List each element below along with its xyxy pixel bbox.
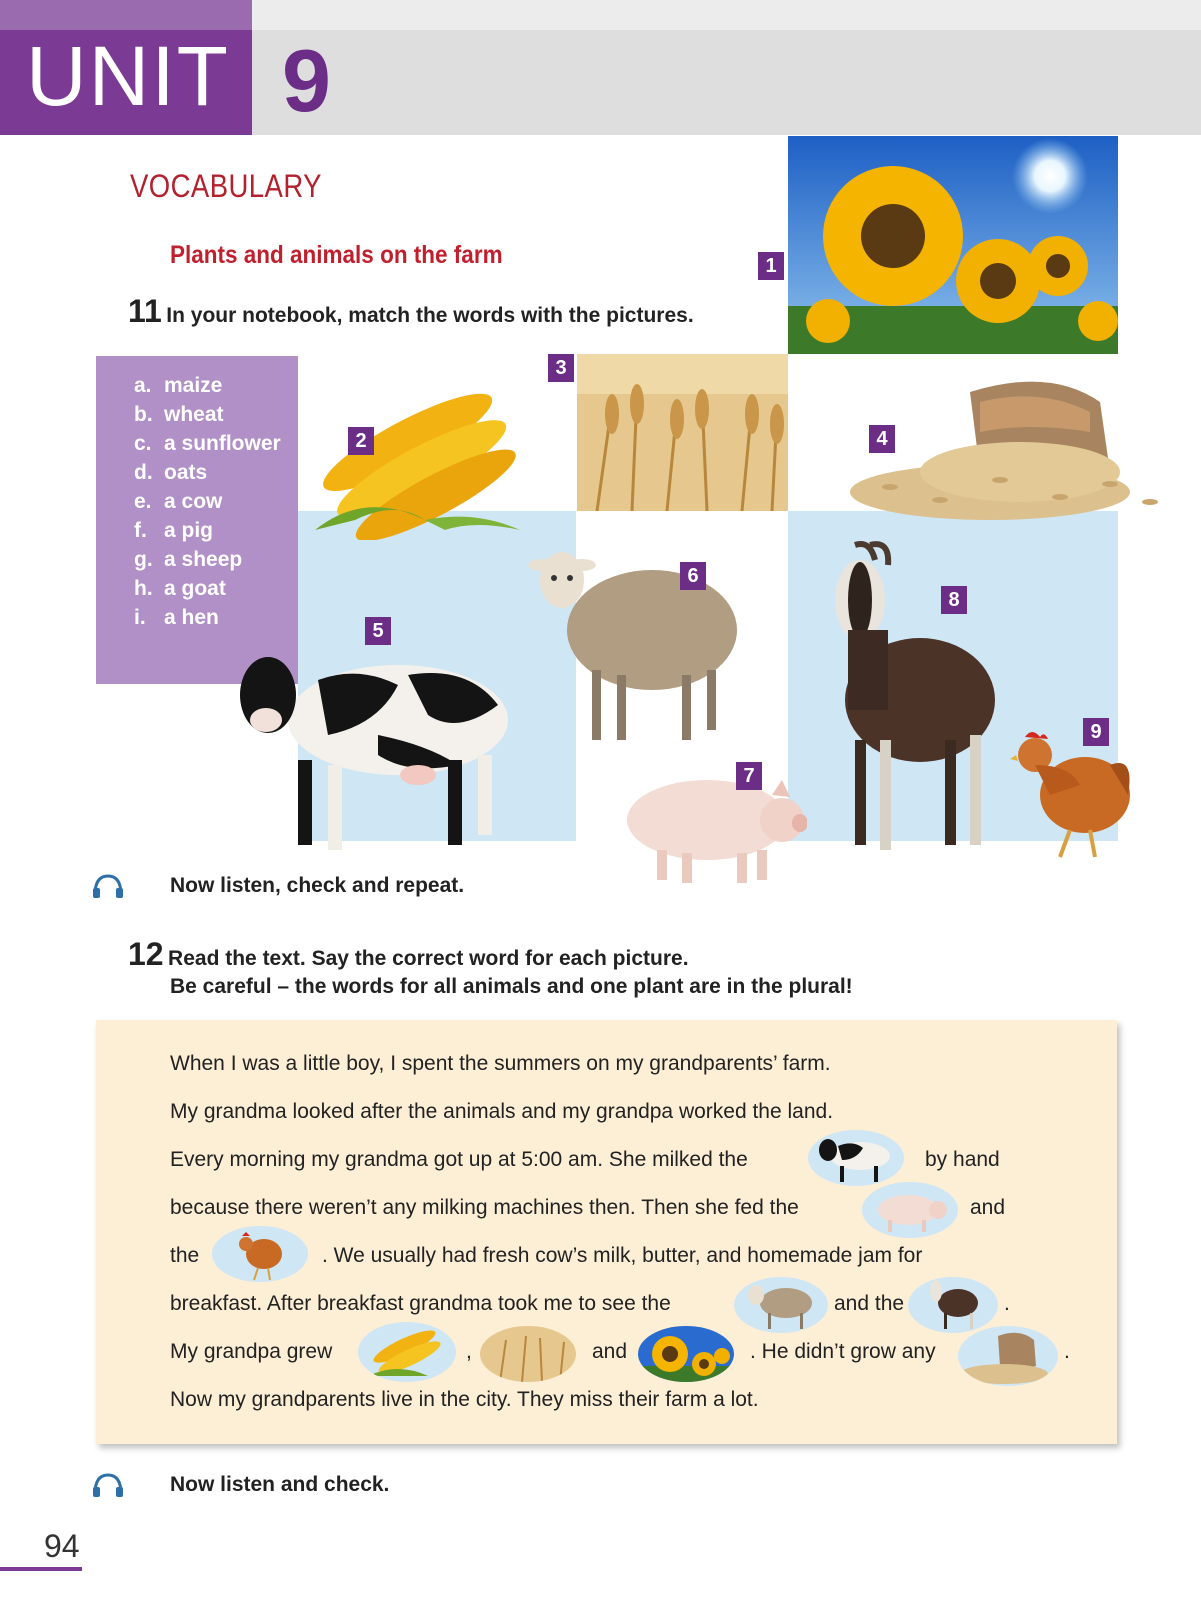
section-title: VOCABULARY [130, 168, 322, 204]
wheat-thumbnail [480, 1326, 576, 1382]
picture-number-1: 1 [758, 252, 784, 280]
cow-thumbnail [808, 1130, 904, 1186]
page-number-rule [0, 1567, 82, 1571]
text-line-7e: . [1064, 1340, 1070, 1363]
picture-number-3: 3 [548, 354, 574, 382]
goat-photo [800, 540, 1000, 860]
word-item-g: g. a sheep [134, 548, 243, 571]
goat-thumbnail [908, 1277, 998, 1333]
text-line-7a: My grandpa grew [170, 1340, 333, 1363]
word-item-a: a. maize [134, 374, 223, 397]
picture-number-5: 5 [365, 617, 391, 645]
header-purple-top [0, 0, 252, 30]
text-line-2: My grandma looked after the animals and my grandpa worked the land. [170, 1100, 834, 1123]
sheep-photo [522, 540, 742, 750]
word-item-e: e. a cow [134, 490, 223, 513]
text-line-7d: . He didn’t grow any [750, 1340, 936, 1363]
exercise-number: 12 [128, 936, 164, 972]
exercise-instruction: Read the text. Say the correct word for each picture. [168, 947, 689, 970]
pig-thumbnail [862, 1182, 958, 1238]
unit-label: UNIT [26, 29, 230, 123]
exercise-instruction: In your notebook, match the words with the pictures. [166, 304, 694, 327]
text-line-8: Now my grandparents live in the city. They miss their farm a lot. [170, 1388, 759, 1411]
word-item-h: h. a goat [134, 577, 226, 600]
picture-number-9: 9 [1083, 718, 1109, 746]
listen-instruction-12: Now listen and check. [170, 1473, 390, 1496]
text-line-7b: , [466, 1340, 472, 1363]
exercise-12-instruction-line2: Be careful – the words for all animals and one plant are in the plural! [170, 975, 853, 998]
picture-number-7: 7 [736, 762, 762, 790]
sunflower-photo [788, 136, 1118, 354]
word-item-c: c. a sunflower [134, 432, 281, 455]
wheat-photo [577, 354, 788, 511]
listen-instruction-11: Now listen, check and repeat. [170, 874, 465, 897]
text-line-3a: Every morning my grandma got up at 5:00 am. She milked the [170, 1148, 748, 1171]
maize-photo [305, 370, 530, 540]
word-item-f: f. a pig [134, 519, 214, 542]
headphones-icon[interactable] [91, 1472, 125, 1498]
text-line-3b: by hand [925, 1148, 1000, 1171]
picture-number-8: 8 [941, 586, 967, 614]
text-line-4a: because there weren’t any milking machines then. Then she fed the [170, 1196, 799, 1219]
word-item-d: d. oats [134, 461, 208, 484]
maize-thumbnail [358, 1322, 456, 1382]
exercise-11-heading [128, 293, 694, 330]
picture-number-4: 4 [869, 425, 895, 453]
word-item-i: i. a hen [134, 606, 219, 629]
text-line-7c: and [592, 1340, 628, 1363]
cow-photo [228, 625, 528, 855]
unit-number: 9 [282, 31, 331, 130]
exercise-12-heading [128, 936, 689, 973]
hen-thumbnail [212, 1226, 308, 1282]
sunflower-thumbnail [638, 1326, 734, 1382]
text-line-1: When I was a little boy, I spent the summers on my grandparents’ farm. [170, 1052, 831, 1075]
pig-photo [622, 765, 807, 885]
picture-number-2: 2 [348, 427, 374, 455]
sheep-thumbnail [734, 1277, 828, 1333]
text-line-6c: . [1004, 1292, 1010, 1315]
word-item-b: b. wheat [134, 403, 224, 426]
section-subtitle: Plants and animals on the farm [170, 241, 503, 269]
text-line-6b: and the [834, 1292, 905, 1315]
text-line-5a: the [170, 1244, 200, 1267]
text-line-4b: and [970, 1196, 1006, 1219]
oats-thumbnail [958, 1326, 1058, 1386]
page-number: 94 [44, 1528, 80, 1564]
text-line-6a: breakfast. After breakfast grandma took me to see the [170, 1292, 671, 1315]
text-line-5b: . We usually had fresh cow’s milk, butter, and homemade jam for [322, 1244, 923, 1267]
exercise-number: 11 [128, 293, 162, 329]
oats-photo [850, 372, 1180, 522]
hen-photo [1010, 725, 1135, 865]
headphones-icon[interactable] [91, 873, 125, 899]
picture-number-6: 6 [680, 562, 706, 590]
